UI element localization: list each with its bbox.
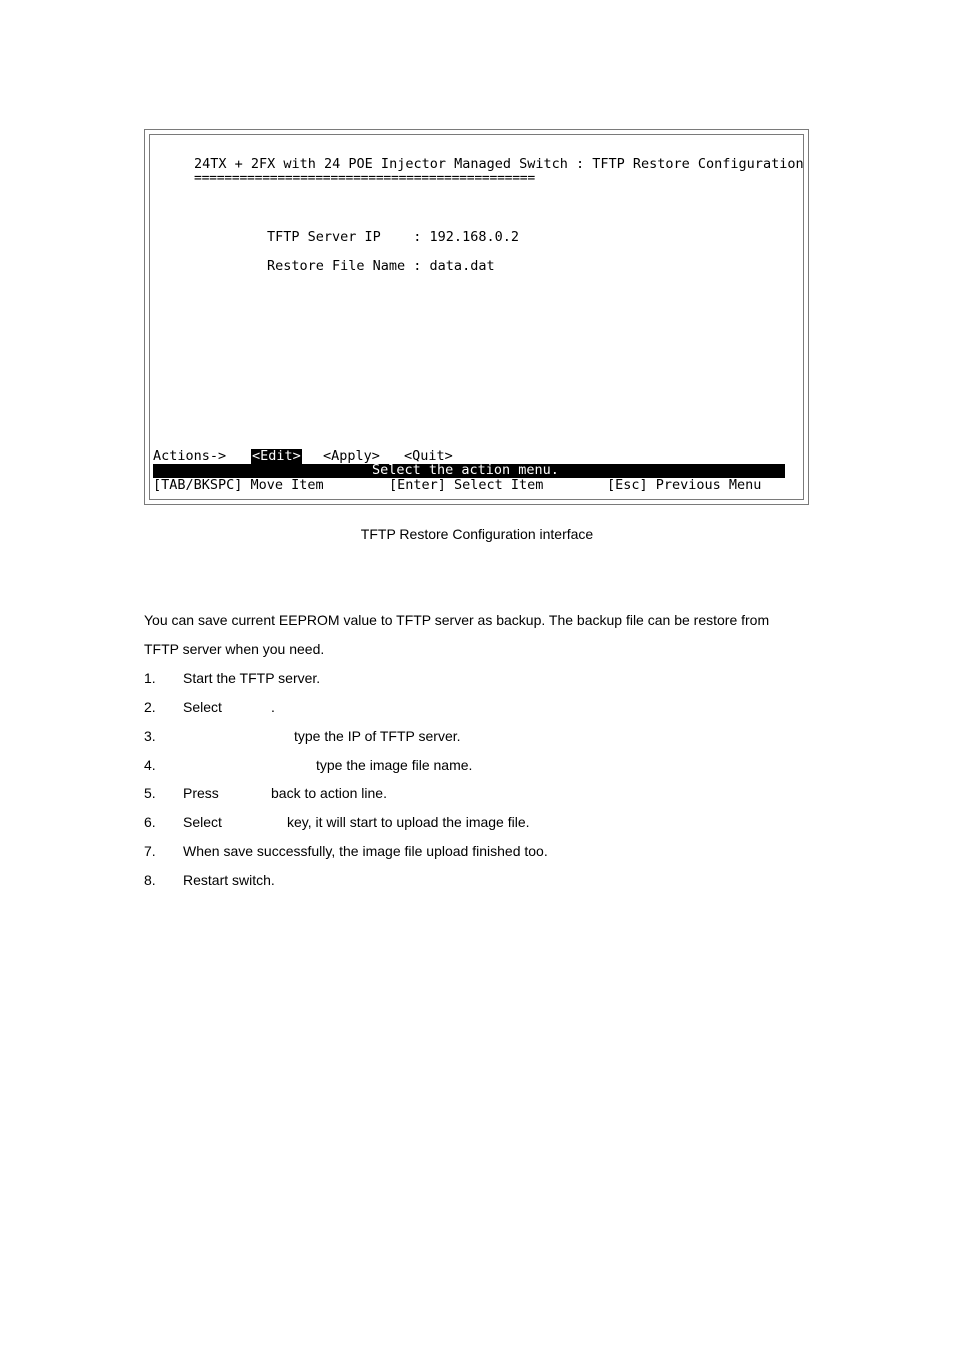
- step-number: 8.: [144, 872, 156, 888]
- step-text: When save successfully, the image file upload finished too.: [183, 843, 548, 859]
- restore-file-name-field[interactable]: Restore File Name : data.dat: [267, 258, 495, 274]
- step-text: Restart switch.: [183, 872, 275, 888]
- intro-line-2: TFTP server when you need.: [144, 641, 325, 657]
- step-number: 3.: [144, 728, 156, 744]
- step-number: 4.: [144, 757, 156, 773]
- step-text: .: [271, 699, 275, 715]
- step-text: Start the TFTP server.: [183, 670, 321, 686]
- step-number: 2.: [144, 699, 156, 715]
- help-previous-menu: [Esc] Previous Menu: [607, 477, 762, 493]
- actions-label: Actions->: [153, 448, 227, 464]
- terminal-screen: [149, 134, 804, 500]
- tftp-server-ip-field[interactable]: TFTP Server IP : 192.168.0.2: [267, 229, 519, 245]
- help-move-item: [TAB/BKSPC] Move Item: [153, 477, 324, 493]
- terminal-title-underline: =============================================: [194, 171, 535, 186]
- terminal-title: 24TX + 2FX with 24 POE Injector Managed Switch : TFTP Restore Configuration: [194, 156, 804, 172]
- intro-line-1: You can save current EEPROM value to TFTP server as backup. The backup file can be restore from: [144, 612, 770, 628]
- step-text: Select: [183, 814, 222, 830]
- step-number: 5.: [144, 785, 156, 801]
- figure-caption: TFTP Restore Configuration interface: [360, 526, 594, 542]
- step-number: 6.: [144, 814, 156, 830]
- edit-action-button[interactable]: <Edit>: [252, 448, 301, 464]
- quit-action-button[interactable]: <Quit>: [404, 448, 453, 464]
- step-number: 1.: [144, 670, 156, 686]
- step-number: 7.: [144, 843, 156, 859]
- apply-action-button[interactable]: <Apply>: [323, 448, 380, 464]
- status-message: Select the action menu.: [372, 462, 559, 478]
- step-text: Press: [183, 785, 219, 801]
- step-text: key, it will start to upload the image file.: [287, 814, 530, 830]
- step-text: back to action line.: [271, 785, 387, 801]
- step-text: type the image file name.: [316, 757, 473, 773]
- step-text: Select: [183, 699, 222, 715]
- step-text: type the IP of TFTP server.: [294, 728, 461, 744]
- help-select-item: [Enter] Select Item: [389, 477, 544, 493]
